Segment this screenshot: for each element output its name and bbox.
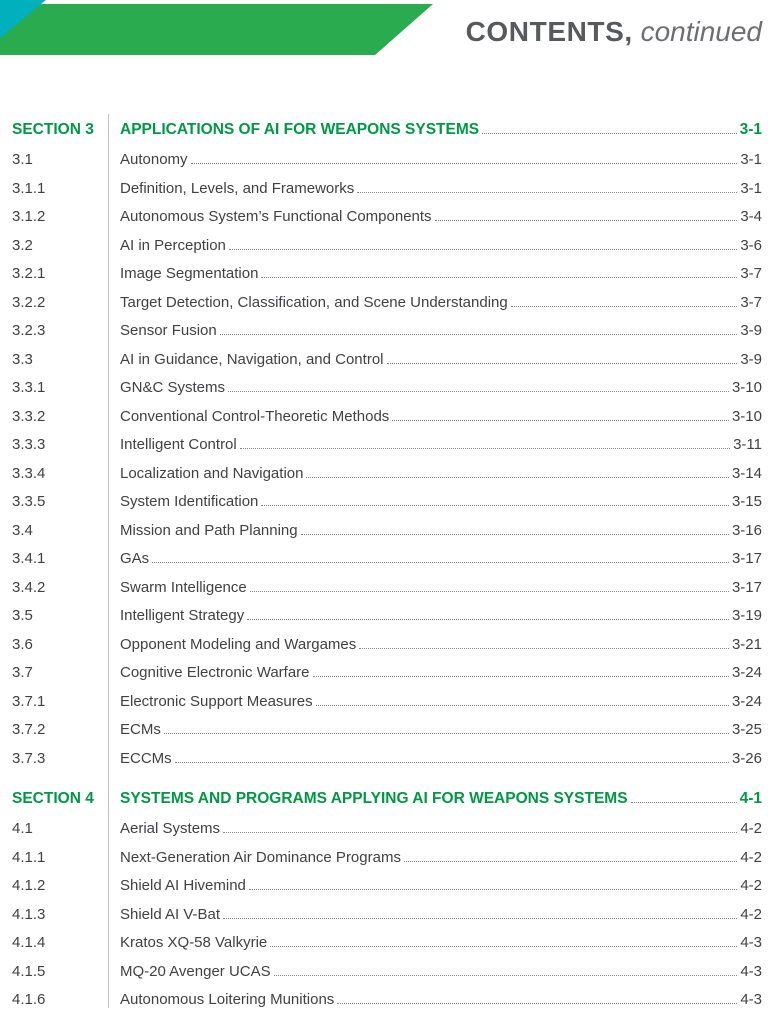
entry-number: 4.1.1 (12, 848, 46, 866)
toc-entry-row[interactable] (10, 545, 762, 574)
entry-page-number: 3-19 (731, 607, 762, 624)
dot-leader (229, 249, 737, 250)
page-title (466, 16, 762, 48)
section-page-number: 4-1 (739, 790, 762, 807)
dot-leader (482, 133, 736, 134)
toc-entry-row[interactable] (10, 289, 762, 318)
entry-page-number: 3-1 (740, 179, 762, 197)
entry-title: GN&C Systems (120, 379, 226, 396)
entry-title: ECMs (120, 721, 161, 738)
section-title: SYSTEMS AND PROGRAMS APPLYING AI FOR WEAPONS SYSTEMS (120, 790, 628, 807)
entry-number: 3.7.1 (12, 692, 46, 710)
entry-title: System Identification (120, 493, 259, 510)
entry-title: Cognitive Electronic Warfare (120, 664, 310, 681)
entry-title: Shield AI V-Bat (120, 905, 221, 923)
entry-page-number: 3-10 (731, 407, 762, 425)
entry-title: ECCMs (120, 749, 172, 767)
dot-leader (387, 363, 738, 364)
dot-leader (357, 192, 737, 193)
toc-section-header-row[interactable] (10, 783, 762, 815)
entry-number: 3.3 (12, 350, 33, 368)
entry-page-number: 3-9 (740, 322, 762, 339)
section-label: SECTION 4 (12, 790, 94, 807)
toc-entry-row[interactable] (10, 901, 762, 930)
toc-entry-row[interactable] (10, 346, 762, 375)
entry-page-number: 3-25 (731, 721, 762, 738)
entry-number: 3.1.2 (12, 208, 46, 225)
dot-leader (631, 802, 737, 803)
entry-title: Sensor Fusion (120, 322, 217, 339)
entry-title: Mission and Path Planning (120, 521, 298, 539)
toc-entry-row[interactable] (10, 175, 762, 204)
toc-entry-row[interactable] (10, 716, 762, 745)
entry-title: AI in Guidance, Navigation, and Control (120, 350, 384, 368)
dot-leader (274, 975, 738, 976)
entry-number: 4.1.4 (12, 934, 46, 951)
toc-entry-row[interactable] (10, 602, 762, 631)
toc-section (10, 114, 762, 773)
entry-title: Swarm Intelligence (120, 578, 247, 596)
dot-leader (240, 448, 730, 449)
toc-entry-row[interactable] (10, 986, 762, 1015)
entry-title: Aerial Systems (120, 820, 221, 837)
entry-title: Electronic Support Measures (120, 692, 313, 710)
dot-leader (250, 591, 729, 592)
section-title: APPLICATIONS OF AI FOR WEAPONS SYSTEMS (120, 121, 480, 138)
entry-title: Localization and Navigation (120, 464, 304, 482)
page-header (0, 0, 776, 62)
toc-sections (10, 114, 762, 1015)
entry-page-number: 4-3 (740, 934, 762, 951)
entry-page-number: 3-1 (740, 151, 762, 168)
entry-number: 3.7 (12, 664, 33, 681)
dot-leader (392, 420, 729, 421)
toc-entry-row[interactable] (10, 460, 762, 489)
entry-page-number: 3-7 (740, 293, 762, 311)
toc-entry-row[interactable] (10, 317, 762, 346)
toc-entry-row[interactable] (10, 929, 762, 958)
entry-page-number: 3-17 (731, 578, 762, 596)
entry-page-number: 3-6 (740, 236, 762, 254)
dot-leader (164, 733, 729, 734)
green-banner (0, 4, 433, 55)
entry-number: 4.1.5 (12, 962, 46, 980)
dot-leader (261, 505, 729, 506)
entry-page-number: 3-11 (733, 436, 762, 453)
entry-title: Shield AI Hivemind (120, 877, 246, 894)
entry-title: Autonomous System’s Functional Components (120, 208, 432, 225)
toc-entry-row[interactable] (10, 488, 762, 517)
entry-number: 4.1 (12, 820, 33, 837)
entry-page-number: 4-2 (740, 877, 762, 894)
toc-entry-row[interactable] (10, 574, 762, 603)
entry-page-number: 3-15 (731, 493, 762, 510)
dot-leader (261, 277, 737, 278)
entry-number: 3.2.3 (12, 322, 46, 339)
dot-leader (511, 306, 738, 307)
toc-entry-row[interactable] (10, 958, 762, 987)
entry-title: MQ-20 Avenger UCAS (120, 962, 271, 980)
toc-entry-row[interactable] (10, 815, 762, 844)
entry-number: 4.1.6 (12, 991, 46, 1008)
entry-title: Opponent Modeling and Wargames (120, 635, 357, 653)
entry-title: Definition, Levels, and Frameworks (120, 179, 355, 197)
entry-title: Target Detection, Classification, and Scene Understanding (120, 293, 508, 311)
entry-title: GAs (120, 550, 150, 567)
contents-label: CONTENTS, (465, 16, 633, 47)
entry-title: AI in Perception (120, 236, 226, 254)
dot-leader (306, 477, 729, 478)
entry-number: 3.7.3 (12, 749, 46, 767)
dot-leader (435, 220, 738, 221)
entry-page-number: 3-4 (740, 208, 762, 225)
entry-page-number: 3-24 (731, 692, 762, 710)
dot-leader (301, 534, 729, 535)
entry-page-number: 3-24 (731, 664, 762, 681)
entry-number: 3.2 (12, 236, 33, 254)
dot-leader (223, 832, 737, 833)
entry-title: Intelligent Strategy (120, 607, 245, 624)
dot-leader (220, 334, 738, 335)
entry-number: 3.6 (12, 635, 33, 653)
column-divider-line (108, 114, 109, 1008)
dot-leader (175, 762, 729, 763)
dot-leader (337, 1003, 737, 1004)
entry-page-number: 3-26 (731, 749, 762, 767)
entry-number: 3.5 (12, 607, 33, 624)
entry-number: 4.1.3 (12, 905, 46, 923)
entry-page-number: 3-16 (731, 521, 762, 539)
entry-number: 3.3.5 (12, 493, 46, 510)
entry-title: Conventional Control-Theoretic Methods (120, 407, 390, 425)
entry-title: Autonomous Loitering Munitions (120, 991, 335, 1008)
entry-number: 3.3.2 (12, 407, 46, 425)
entry-page-number: 4-3 (740, 991, 762, 1008)
toc-entry-row[interactable] (10, 517, 762, 546)
toc-entry-row[interactable] (10, 659, 762, 688)
toc-entry-row[interactable] (10, 844, 762, 873)
entry-title: Kratos XQ-58 Valkyrie (120, 934, 268, 951)
dot-leader (359, 648, 729, 649)
toc-entry-row[interactable] (10, 232, 762, 261)
toc-entry-row[interactable] (10, 688, 762, 717)
entry-number: 3.3.4 (12, 464, 46, 482)
entry-number: 3.7.2 (12, 721, 46, 738)
section-label: SECTION 3 (12, 121, 94, 138)
toc-section-header-row[interactable] (10, 114, 762, 146)
entry-number: 3.1 (12, 151, 33, 168)
toc-entry-row[interactable] (10, 374, 762, 403)
dot-leader (270, 946, 737, 947)
dot-leader (313, 676, 729, 677)
toc-entry-row[interactable] (10, 203, 762, 232)
entry-number: 3.2.2 (12, 293, 46, 311)
entry-title: Intelligent Control (120, 436, 237, 453)
section-page-number: 3-1 (739, 121, 762, 138)
dot-leader (228, 391, 729, 392)
entry-title: Autonomy (120, 151, 188, 168)
dot-leader (249, 889, 737, 890)
dot-leader (316, 705, 729, 706)
toc-entry-row[interactable] (10, 403, 762, 432)
entry-number: 3.3.1 (12, 379, 46, 396)
entry-number: 3.4 (12, 521, 33, 539)
entry-number: 3.3.3 (12, 436, 46, 453)
entry-number: 3.4.2 (12, 578, 46, 596)
toc-entry-row[interactable] (10, 872, 762, 901)
dot-leader (404, 861, 737, 862)
toc-entry-row[interactable] (10, 631, 762, 660)
toc-section (10, 783, 762, 1015)
entry-page-number: 3-21 (731, 635, 762, 653)
dot-leader (247, 619, 729, 620)
entry-page-number: 3-10 (731, 379, 762, 396)
entry-title: Next-Generation Air Dominance Programs (120, 848, 401, 866)
dot-leader (223, 918, 737, 919)
table-of-contents (0, 62, 776, 1016)
dot-leader (191, 163, 738, 164)
continued-label: continued (640, 16, 762, 47)
entry-page-number: 3-14 (731, 464, 762, 482)
toc-entry-row[interactable] (10, 745, 762, 774)
entry-page-number: 4-2 (740, 848, 762, 866)
toc-entry-row[interactable] (10, 431, 762, 460)
entry-title: Image Segmentation (120, 265, 259, 282)
toc-entry-row[interactable] (10, 260, 762, 289)
entry-page-number: 4-2 (740, 905, 762, 923)
entry-number: 4.1.2 (12, 877, 46, 894)
entry-page-number: 3-17 (731, 550, 762, 567)
entry-page-number: 4-3 (740, 962, 762, 980)
entry-page-number: 4-2 (740, 820, 762, 837)
entry-number: 3.1.1 (12, 179, 46, 197)
toc-entry-row[interactable] (10, 146, 762, 175)
entry-number: 3.4.1 (12, 550, 46, 567)
entry-page-number: 3-7 (740, 265, 762, 282)
entry-number: 3.2.1 (12, 265, 46, 282)
entry-page-number: 3-9 (740, 350, 762, 368)
dot-leader (152, 562, 729, 563)
